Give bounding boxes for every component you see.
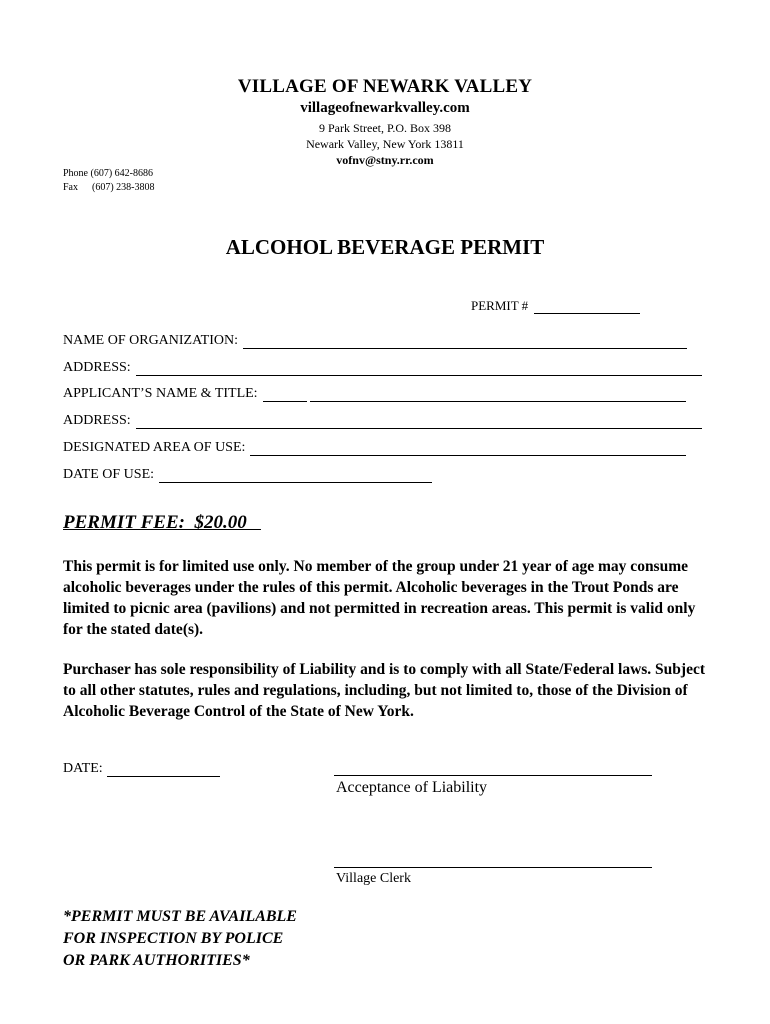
permit-number-blank[interactable] bbox=[534, 300, 640, 314]
inspection-notice bbox=[63, 906, 297, 972]
applicant-label: APPLICANT’S NAME & TITLE: bbox=[63, 386, 258, 401]
website-text: villageofnewarkvalley.com bbox=[300, 100, 470, 116]
phone-text: Phone (607) 642-8686 bbox=[63, 168, 153, 179]
liability-paragraph: Purchaser has sole responsibility of Liability and is to comply with all State/Federal laws. Subject to all other statutes, rules and regulations, including, but not limited to, those of the Division of Alcoholic Beverage Control of the State of New York. bbox=[63, 661, 705, 720]
address-field-1[interactable] bbox=[63, 360, 702, 376]
permit-fee bbox=[63, 512, 261, 534]
notice-line-1: *PERMIT MUST BE AVAILABLE bbox=[63, 908, 297, 925]
terms-paragraph: This permit is for limited use only. No member of the group under 21 year of age may consume alcoholic beverages under the rules of this permit. Alcoholic beverages in the Trout Ponds are limited to picnic area (pavilions) and not permitted in recreation areas. This permit is valid only for the stated date(s). bbox=[63, 558, 696, 638]
area-of-use-label: DESIGNATED AREA OF USE: bbox=[63, 440, 246, 455]
address-field-2[interactable] bbox=[63, 413, 702, 429]
acceptance-signature-line[interactable] bbox=[334, 775, 652, 776]
address-label-1: ADDRESS: bbox=[63, 360, 131, 375]
applicant-blank-short[interactable] bbox=[263, 387, 307, 402]
applicant-blank[interactable] bbox=[310, 387, 686, 402]
notice-line-2: FOR INSPECTION BY POLICE bbox=[63, 930, 284, 947]
date-of-use-field[interactable] bbox=[63, 467, 432, 483]
permit-number-field[interactable] bbox=[471, 298, 640, 314]
applicant-field[interactable] bbox=[63, 386, 686, 402]
address-blank-1[interactable] bbox=[136, 361, 702, 376]
fax-label: Fax bbox=[63, 182, 78, 193]
organization-blank[interactable] bbox=[243, 334, 687, 349]
date-of-use-blank[interactable] bbox=[159, 468, 432, 483]
address-label-2: ADDRESS: bbox=[63, 413, 131, 428]
date-of-use-label: DATE OF USE: bbox=[63, 467, 155, 482]
area-of-use-field[interactable] bbox=[63, 440, 686, 456]
address-line-1: 9 Park Street, P.O. Box 398 bbox=[319, 121, 451, 135]
organization-field[interactable] bbox=[63, 333, 687, 349]
address-blank-2[interactable] bbox=[136, 414, 702, 429]
notice-line-3: OR PARK AUTHORITIES* bbox=[63, 952, 250, 969]
organization-label: NAME OF ORGANIZATION: bbox=[63, 333, 238, 348]
signature-date-label: DATE: bbox=[63, 761, 103, 776]
clerk-label: Village Clerk bbox=[336, 871, 411, 886]
document-title: ALCOHOL BEVERAGE PERMIT bbox=[225, 235, 545, 259]
area-of-use-blank[interactable] bbox=[250, 441, 686, 456]
permit-number-label: PERMIT # bbox=[471, 298, 529, 313]
village-title: VILLAGE OF NEWARK VALLEY bbox=[237, 76, 533, 97]
email-text: vofnv@stny.rr.com bbox=[336, 153, 434, 167]
signature-date-field[interactable] bbox=[63, 761, 220, 777]
fax-number: (607) 238-3808 bbox=[92, 182, 155, 193]
fax-text bbox=[63, 182, 155, 193]
address-line-2: Newark Valley, New York 13811 bbox=[306, 137, 464, 151]
signature-date-blank[interactable] bbox=[107, 762, 220, 777]
clerk-signature-line[interactable] bbox=[334, 867, 652, 868]
permit-fee-text: PERMIT FEE: $20.00 bbox=[63, 512, 261, 533]
acceptance-label: Acceptance of Liability bbox=[336, 779, 488, 796]
